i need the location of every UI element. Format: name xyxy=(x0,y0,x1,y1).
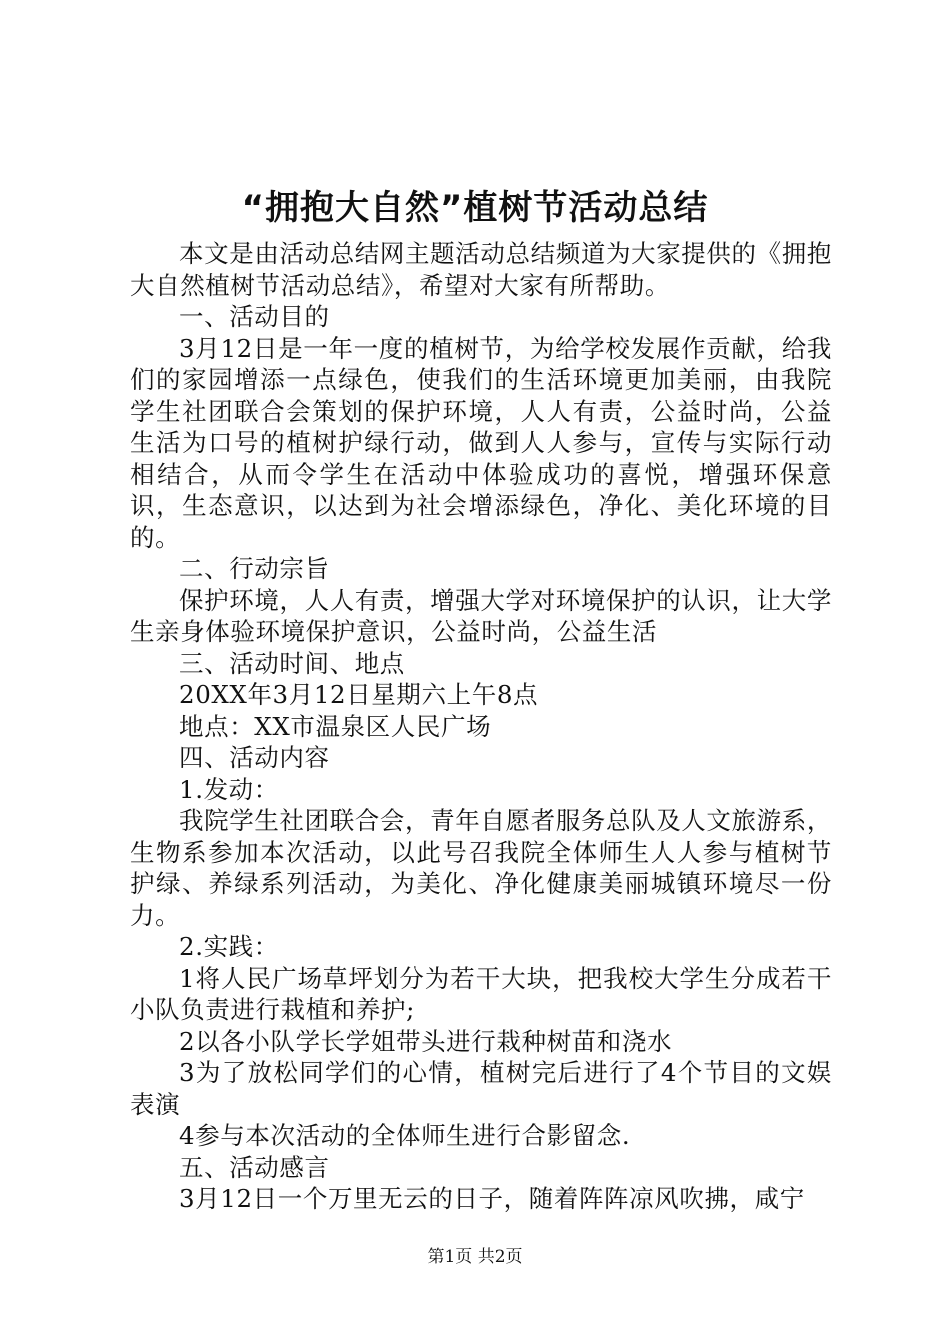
practice-item-2: 2以各小队学长学姐带头进行栽种树苗和浇水 xyxy=(179,1026,673,1056)
purpose-paragraph: 3月12日是一年一度的植树节，为给学校发展作贡献，给我们的家园增添一点绿色，使我们的生活环境更加美丽，由我院学生社团联合会策划的保护环境，人人有责，公益时尚，公益生活为口号的植树护绿行动，做到人人参与，宣传与实际行动相结合，从而令学生在活动中体验成功的喜悦，增强环保意识，生态意识，以达到为社会增添绿色，净化、美化环境的目的。 xyxy=(130,333,832,552)
subheading-practice: 2.实践： xyxy=(179,932,279,961)
time-line: 20XX年3月12日星期六上午8点 xyxy=(179,680,539,709)
page-footer: 第1页 共2页 xyxy=(427,1247,523,1267)
subheading-mobilize: 1.发动： xyxy=(179,774,279,804)
section-heading-time-place: 三、活动时间、地点 xyxy=(179,648,405,678)
reflection-paragraph: 3月12日一个万里无云的日子，随着阵阵凉风吹拂，咸宁 xyxy=(179,1184,805,1213)
document-body xyxy=(130,238,832,1215)
intro-paragraph: 本文是由活动总结网主题活动总结频道为大家提供的《拥抱大自然植树节活动总结》，希望对大家有所帮助。 xyxy=(130,239,832,300)
section-heading-reflection: 五、活动感言 xyxy=(179,1152,330,1182)
practice-item-1: 1将人民广场草坪划分为若干大块，把我校大学生分成若干小队负责进行栽植和养护; xyxy=(130,963,832,1024)
mobilize-paragraph: 我院学生社团联合会，青年自愿者服务总队及人文旅游系，生物系参加本次活动，以此号召我院全体师生人人参与植树节护绿、养绿系列活动，为美化、净化健康美丽城镇环境尽一份力。 xyxy=(130,806,832,930)
section-heading-purpose: 一、活动目的 xyxy=(179,302,330,331)
practice-item-3: 3为了放松同学们的心情，植树完后进行了4个节目的文娱表演 xyxy=(130,1058,832,1119)
place-line: 地点：XX市温泉区人民广场 xyxy=(179,711,492,741)
document-title: “拥抱大自然”植树节活动总结 xyxy=(241,188,709,228)
section-heading-content: 四、活动内容 xyxy=(179,743,330,772)
aim-paragraph: 保护环境，人人有责，增强大学对环境保护的认识，让大学生亲身体验环境保护意识，公益时尚，公益生活 xyxy=(130,585,832,646)
section-heading-aim: 二、行动宗旨 xyxy=(179,554,330,583)
practice-item-4: 4参与本次活动的全体师生进行合影留念. xyxy=(179,1121,631,1150)
